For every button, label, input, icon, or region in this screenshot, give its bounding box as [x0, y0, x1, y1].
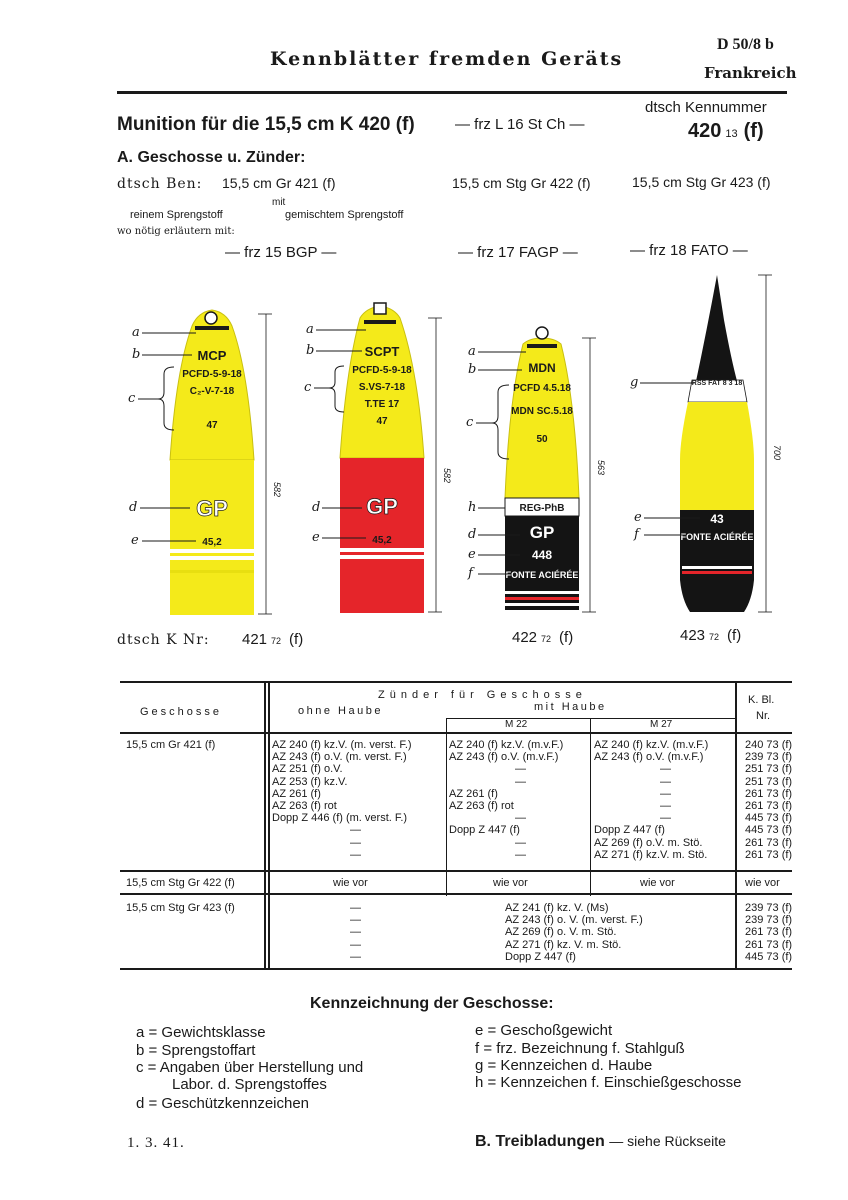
- shell-4-fonte: FONTE ACIÉRÉE: [680, 532, 754, 542]
- shell-3-weight-dots: [527, 344, 557, 348]
- shell-3-gp-mark: GP: [529, 523, 555, 542]
- table-cell: AZ 263 (f) rot: [449, 800, 514, 813]
- table-cell: —: [660, 800, 671, 813]
- table-cell: 251 73 (f): [745, 763, 793, 776]
- shell-2-weight: 45,2: [372, 535, 392, 546]
- frz-designation-2: — frz 17 FAGP —: [458, 244, 578, 261]
- table-cell: —: [350, 836, 361, 849]
- table-mit-haube-rule: [447, 718, 736, 719]
- table-cell: —: [660, 787, 671, 800]
- knr-2: 422 72 (f): [512, 629, 574, 646]
- shell-3-label-d: d: [468, 527, 477, 542]
- frz-designation-3: — frz 18 FATO —: [630, 242, 748, 259]
- table-head-nr: Nr.: [756, 710, 771, 722]
- table-bottom-rule: [120, 968, 792, 970]
- shell-2-band-2: [340, 555, 424, 559]
- table-row1-m22: [449, 739, 563, 861]
- table-cell: 239 73 (f): [745, 914, 793, 927]
- section-b-note: — siehe Rückseite: [609, 1133, 726, 1149]
- table-cell: —: [660, 812, 671, 825]
- frz-designation-1: — frz 15 BGP —: [225, 244, 337, 261]
- table-header-rule: [120, 732, 792, 734]
- table-cell: 261 73 (f): [745, 926, 793, 939]
- shell-3-weight: 448: [531, 548, 553, 562]
- table-cell: —: [515, 775, 526, 788]
- wo-noetig-label: wo nötig erläutern mit:: [117, 226, 235, 237]
- table-cell: AZ 271 (f) kz. V. m. Stö.: [505, 938, 622, 951]
- table-cell: AZ 241 (f) kz. V. (Ms): [505, 902, 609, 914]
- shell-4-label-f: f: [634, 527, 639, 542]
- shell-3-band-2: [505, 597, 579, 600]
- shell-1-mark-2: PCFD-5-9-18: [182, 369, 242, 380]
- table-cell: AZ 240 (f) kz.V. (m.v.F.): [449, 739, 564, 751]
- shell-3: [466, 327, 606, 612]
- table-vline-4: [735, 683, 737, 968]
- shell-4-band-1: [682, 566, 752, 569]
- shell-4-label-e: e: [634, 510, 642, 525]
- shell-4-upper-body: [680, 460, 754, 510]
- shell-4: [630, 275, 782, 612]
- shell-2-mark-4: T.TE 17: [364, 399, 400, 410]
- table-head-kbl: K. Bl.: [748, 694, 775, 706]
- table-row2-name: 15,5 cm Stg Gr 422 (f): [126, 877, 235, 889]
- table-cell: 261 73 (f): [745, 836, 793, 849]
- table-cell: AZ 261 (f): [272, 787, 321, 800]
- table-cell: —: [350, 914, 361, 927]
- table-row3-name: 15,5 cm Stg Gr 423 (f): [126, 902, 235, 914]
- table-cell: —: [660, 775, 671, 788]
- shell-3-fonte: FONTE ACIÉRÉE: [505, 570, 579, 580]
- legend-a: a = Gewichtsklasse: [136, 1024, 266, 1041]
- section-b-title: B. Treibladungen: [475, 1133, 605, 1150]
- table-cell: 261 73 (f): [745, 938, 793, 951]
- table-cell: 240 73 (f): [745, 739, 793, 751]
- shell-1-lifting-ring: [205, 312, 217, 324]
- table-cell: —: [515, 763, 526, 776]
- table-cell: —: [350, 848, 361, 861]
- table-cell: 251 73 (f): [745, 775, 793, 788]
- table-cell: AZ 263 (f) rot: [272, 800, 337, 813]
- shell-2-label-c: c: [304, 380, 312, 395]
- shell-2: [304, 303, 452, 613]
- table-cell: 261 73 (f): [745, 848, 793, 861]
- table-vline-2: [446, 718, 447, 896]
- table-cell: 261 73 (f): [745, 787, 793, 800]
- table-head-ohne: ohne Haube: [298, 705, 383, 717]
- reinem-label: reinem Sprengstoff: [130, 209, 223, 221]
- table-head-zuender: Zünder für Geschosse: [378, 689, 587, 701]
- shell-1-length: 582: [272, 482, 282, 498]
- legend-c2: Labor. d. Sprengstoffes: [172, 1076, 327, 1093]
- table-cell: AZ 240 (f) kz.V. (m.v.F.): [594, 739, 709, 751]
- shell-2-label-b: b: [306, 343, 315, 358]
- shell-3-label-f: f: [468, 566, 473, 581]
- shell-3-label-c: c: [466, 415, 474, 430]
- doc-code: D 50/8 b: [717, 36, 774, 53]
- shell-2-mark-5: 47: [376, 416, 388, 427]
- sheet-title: Kennblätter fremden Geräts: [270, 48, 624, 70]
- shell-2-mark-3: S.VS-7-18: [358, 382, 406, 393]
- table-cell: Dopp Z 446 (f) (m. verst. F.): [272, 812, 408, 825]
- knr-1: 421 72 (f): [242, 631, 304, 648]
- table-cell: AZ 253 (f) kz.V.: [272, 775, 348, 788]
- shell-1-band-1: [170, 549, 254, 553]
- table-row3-ohne: [350, 902, 361, 963]
- legend-h: h = Kennzeichen f. Einschießgeschosse: [475, 1074, 742, 1091]
- table-vline-1a: [264, 683, 266, 968]
- gemischtem-label: gemischtem Sprengstoff: [285, 209, 404, 221]
- shell-4-label-g: g: [630, 375, 639, 390]
- shell-4-length: 700: [772, 445, 782, 461]
- shell-3-label-e: e: [468, 547, 476, 562]
- table-cell: —: [660, 763, 671, 776]
- projectile-3-name: 15,5 cm Stg Gr 423 (f): [632, 174, 771, 190]
- table-row3-mit: [505, 902, 643, 963]
- table-cell: AZ 271 (f) kz.V. m. Stö.: [594, 848, 708, 861]
- table-cell: —: [350, 938, 361, 951]
- shell-3-h-mark: REG-PhB: [519, 503, 565, 514]
- table-cell: —: [350, 950, 361, 963]
- shell-2-label-a: a: [306, 322, 314, 337]
- shell-4-ogive: [680, 402, 754, 460]
- shell-3-lifting-ring: [536, 327, 548, 339]
- table-cell: AZ 243 (f) o.V. (m.v.F.): [594, 751, 704, 764]
- table-cell: —: [515, 848, 526, 861]
- shell-2-length: 582: [442, 468, 452, 484]
- shell-4-band-2: [682, 571, 752, 574]
- table-cell: Dopp Z 447 (f): [505, 950, 576, 963]
- table-head-mit: mit Haube: [534, 701, 607, 713]
- shell-1-band-2: [170, 556, 254, 560]
- table-row1-ohne: [272, 739, 412, 861]
- table-cell: AZ 251 (f) o.V.: [272, 763, 343, 776]
- shell-1-label-e: e: [131, 533, 139, 548]
- table-head-m27: M 27: [650, 719, 673, 730]
- shell-1-weight-dots: [195, 326, 229, 330]
- table-row1-name: 15,5 cm Gr 421 (f): [126, 739, 216, 751]
- table-cell: 445 73 (f): [745, 812, 793, 825]
- table-row1-m27: [594, 739, 708, 861]
- shell-3-length: 563: [596, 460, 606, 476]
- table-cell: —: [350, 902, 361, 914]
- table-cell: —: [350, 824, 361, 837]
- table-cell: AZ 243 (f) o.V. (m.v.F.): [449, 751, 559, 764]
- legend-title: Kennzeichnung der Geschosse:: [310, 995, 554, 1012]
- table-cell: 239 73 (f): [745, 902, 793, 914]
- table-top-rule: [120, 681, 792, 683]
- table-vline-1b: [268, 683, 270, 968]
- shell-2-gp-mark: GP: [366, 494, 398, 519]
- legend-d: d = Geschützkennzeichen: [136, 1095, 310, 1112]
- table-row3-kbl: [745, 902, 792, 963]
- shell-1-band-3: [170, 570, 254, 573]
- table-cell: Dopp Z 447 (f): [594, 824, 665, 837]
- shell-2-band-1: [340, 548, 424, 552]
- table-row-rule-2: [120, 893, 792, 895]
- ammo-title: Munition für die 15,5 cm K 420 (f): [117, 114, 415, 135]
- shell-3-band-3: [505, 603, 579, 606]
- shell-4-weight: 43: [710, 512, 724, 526]
- projectile-1-name: 15,5 cm Gr 421 (f): [222, 175, 336, 191]
- shell-1-weight: 45,2: [202, 537, 222, 548]
- table-cell: 445 73 (f): [745, 824, 793, 837]
- legend-b: b = Sprengstoffart: [136, 1042, 256, 1059]
- table-row-rule-1: [120, 870, 792, 872]
- shell-1-mark-1: MCP: [197, 348, 227, 363]
- shell-2-mark-2: PCFD-5-9-18: [352, 365, 412, 376]
- table-cell: 261 73 (f): [745, 800, 793, 813]
- shell-3-mark-3: MDN SC.5.18: [511, 406, 573, 417]
- kennummer-value: 420 13 (f): [688, 120, 764, 142]
- shell-1: [128, 310, 282, 615]
- table-cell: 445 73 (f): [745, 950, 793, 963]
- table-cell: Dopp Z 447 (f): [449, 824, 520, 837]
- table-cell: —: [515, 836, 526, 849]
- shell-3-band-1: [505, 591, 579, 594]
- table-cell: 239 73 (f): [745, 751, 793, 764]
- shell-3-label-b: b: [468, 362, 477, 377]
- legend-c1: c = Angaben über Herstellung und: [136, 1059, 364, 1076]
- table-cell: AZ 240 (f) kz.V. (m. verst. F.): [272, 739, 412, 751]
- shell-3-label-a: a: [468, 344, 476, 359]
- table-cell: AZ 243 (f) o. V. (m. verst. F.): [505, 914, 643, 927]
- shell-2-label-d: d: [312, 500, 321, 515]
- table-row2-ohne: wie vor: [333, 877, 368, 889]
- legend-f: f = frz. Bezeichnung f. Stahlguß: [475, 1040, 685, 1057]
- table-head-geschosse: Geschosse: [140, 706, 223, 718]
- table-vline-3: [590, 718, 591, 896]
- table-row2-kbl: wie vor: [745, 877, 780, 889]
- shell-2-mark-1: SCPT: [364, 344, 400, 359]
- table-head-m22: M 22: [505, 719, 528, 730]
- table-cell: AZ 243 (f) o.V. (m. verst. F.): [272, 751, 407, 764]
- table-cell: AZ 269 (f) o. V. m. Stö.: [505, 926, 617, 939]
- shell-1-gp-mark: GP: [196, 496, 228, 521]
- shell-2-weight-dots: [364, 320, 396, 324]
- knr-3: 423 72 (f): [680, 627, 742, 644]
- shell-1-label-b: b: [132, 347, 141, 362]
- section-b: [475, 1133, 726, 1151]
- shell-1-label-a: a: [132, 325, 140, 340]
- legend-e: e = Geschoßgewicht: [475, 1022, 613, 1039]
- section-a-title: A. Geschosse u. Zünder:: [117, 149, 306, 166]
- kennummer-label: dtsch Kennummer: [645, 99, 767, 116]
- shell-2-label-e: e: [312, 530, 320, 545]
- french-designation: — frz L 16 St Ch —: [455, 116, 585, 133]
- shell-3-label-h: h: [468, 500, 477, 515]
- shell-1-label-c: c: [128, 391, 136, 406]
- table-row1-kbl: [745, 739, 792, 861]
- shell-4-g-mark: RSS FAT 8 3 18: [691, 380, 743, 387]
- knr-label: dtsch K Nr:: [117, 632, 210, 648]
- dtsch-ben-label: dtsch Ben:: [117, 176, 203, 192]
- table-row2-m22: wie vor: [493, 877, 528, 889]
- table-cell: AZ 261 (f): [449, 787, 498, 800]
- mit-label: mit: [272, 197, 286, 208]
- country-label: Frankreich: [704, 64, 797, 82]
- shell-2-fuze: [374, 303, 386, 314]
- shell-3-mark-2: PCFD 4.5.18: [513, 383, 571, 394]
- shell-3-mark-4: 50: [536, 434, 548, 445]
- table-cell: AZ 269 (f) o.V. m. Stö.: [594, 836, 703, 849]
- legend-g: g = Kennzeichen d. Haube: [475, 1057, 653, 1074]
- shell-1-mark-4: 47: [206, 420, 218, 431]
- issue-date: 1. 3. 41.: [127, 1135, 185, 1151]
- shell-1-mark-3: C₂-V-7-18: [189, 386, 235, 397]
- shell-1-label-d: d: [129, 500, 138, 515]
- shell-3-mark-1: MDN: [528, 361, 556, 375]
- projectile-2-name: 15,5 cm Stg Gr 422 (f): [452, 175, 591, 191]
- table-row2-m27: wie vor: [640, 877, 675, 889]
- table-cell: —: [350, 926, 361, 939]
- table-cell: —: [515, 812, 526, 825]
